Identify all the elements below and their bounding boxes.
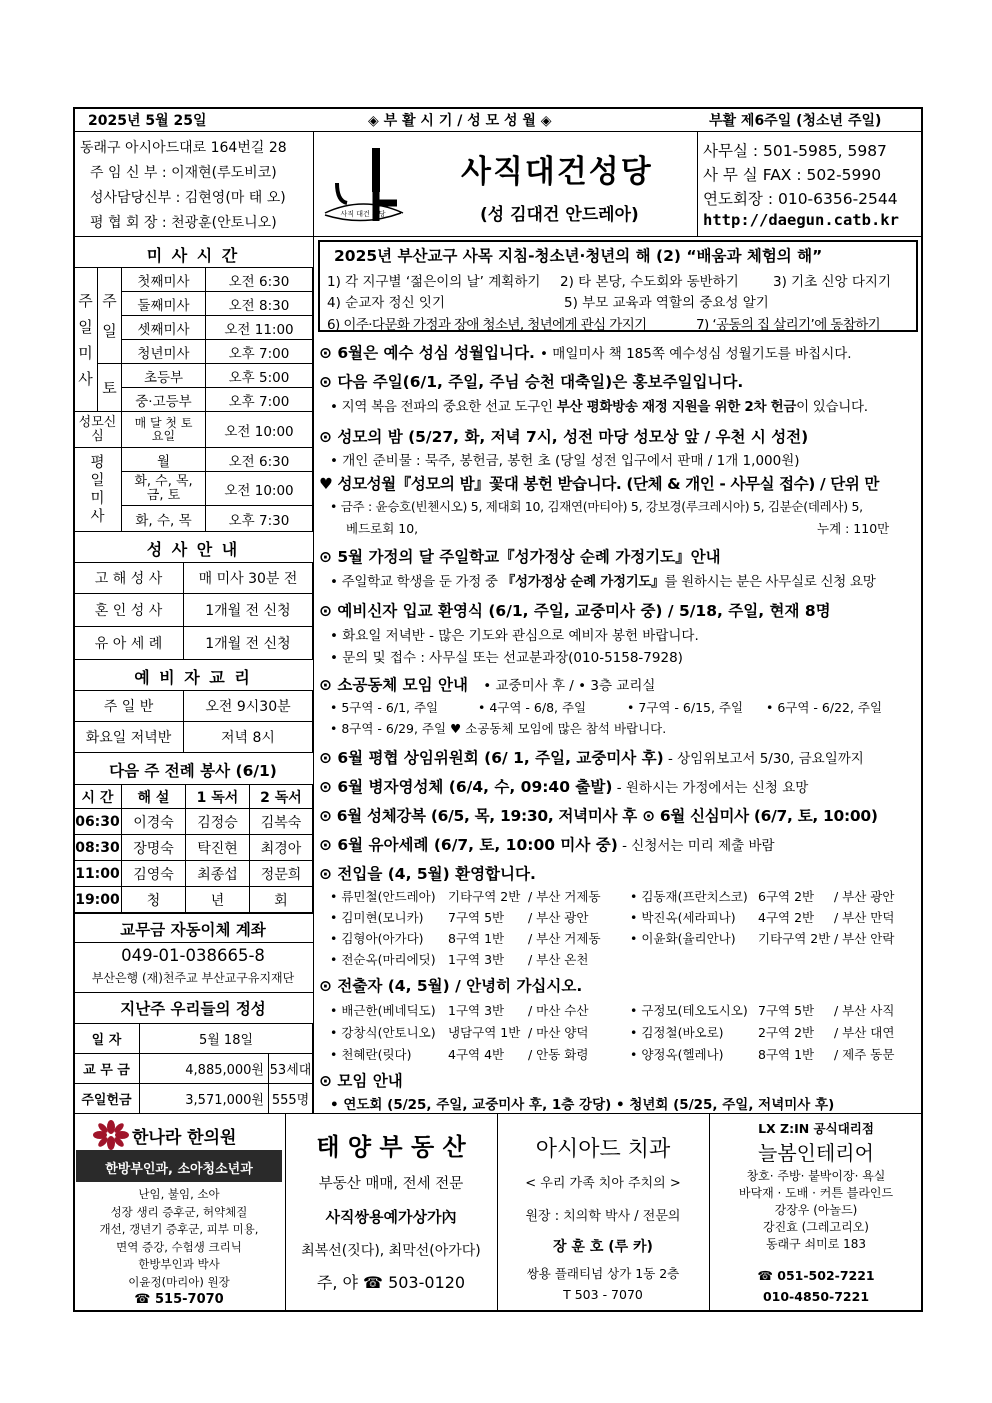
mass-day: 월 <box>122 448 206 472</box>
pastor: 주 임 신 부 : 이재현(루도비코) <box>90 165 277 181</box>
commentator: 김영숙 <box>122 861 186 887</box>
transfer-entry: 4구역 4반 <box>448 1047 505 1062</box>
divider <box>73 1113 923 1114</box>
church-name: 사직대건성당 <box>461 154 653 190</box>
realty-location: 사직쌍용예가상가內 <box>325 1208 457 1226</box>
issue-date: 2025년 5월 25일 <box>88 113 207 129</box>
cell-meeting: • 6구역 - 6/22, 주일 <box>766 700 883 715</box>
sacraments-table <box>73 562 313 660</box>
patron-saint: (성 김대건 안드레아) <box>480 205 639 225</box>
transfer-entry: / 부산 광안 <box>528 910 589 925</box>
clinic-line: 성장 생리 증후군, 허약체질 <box>110 1204 248 1219</box>
offering-count: 53세대 <box>269 1054 313 1084</box>
divider <box>697 131 698 236</box>
sacrament-info: 1개월 전 신청 <box>184 594 313 627</box>
transfer-entry: / 부산 만덕 <box>834 910 895 925</box>
notice-title: ⊙ 성모의 밤 (5/27, 화, 저녁 7시, 성전 마당 성모상 앞 / 우천 시 성전) <box>319 428 809 446</box>
notice-text: - 원하시는 가정에서는 신청 요망 <box>612 780 809 796</box>
transfer-entry: • 구정모(테오도시오) <box>630 1003 748 1018</box>
transfer-entry: / 마산 수산 <box>528 1003 589 1018</box>
sunday-label: 주 일 <box>98 268 122 364</box>
date-label: 일 자 <box>74 1024 140 1054</box>
notice-text: • 금주 : 윤승호(빈첸시오) 5, 제대회 10, 김재연(마티아) 5, 강보경(루크레시아) 5, 김분순(데레사) 5, <box>330 499 863 514</box>
divider <box>73 992 313 993</box>
notice-highlight: 『성가정상 순례 가정기도』 <box>501 574 665 590</box>
notice-text: • 교중미사 후 / • 3층 교리실 <box>483 678 656 694</box>
interior-name: 늘봄인테리어 <box>758 1141 874 1165</box>
interior-line: 동래구 쇠미로 183 <box>765 1237 867 1251</box>
realty-service: 부동산 매매, 전세 전문 <box>318 1176 464 1192</box>
transfer-entry: 7구역 5반 <box>448 910 505 925</box>
clinic-phone: ☎ 515-7070 <box>134 1292 224 1307</box>
sunday-title: 부활 제6주일 (청소년 주일) <box>709 113 882 129</box>
first-saturday-name: 매 달 첫 토요일 <box>122 412 206 448</box>
notice-title: ⊙ 5월 가정의 달 주일학교『성가정상 순례 가정기도』안내 <box>319 548 721 566</box>
website-link[interactable]: http://daegun.catb.kr <box>703 211 899 229</box>
divider <box>73 236 923 237</box>
divider <box>313 131 314 236</box>
council-president: 평 협 회 장 : 천광훈(안토니오) <box>90 215 277 231</box>
transfer-entry: 기타구역 2반 <box>758 931 831 946</box>
transfer-entry: • 강창식(안토니오) <box>330 1025 436 1040</box>
column-header: 해 설 <box>122 785 186 809</box>
transfer-entry: 7구역 5반 <box>758 1003 815 1018</box>
office-fax: 사 무 실 FAX : 502-5990 <box>703 166 882 184</box>
clinic-line: 개선, 갱년기 증후군, 피부 미용, <box>99 1222 259 1236</box>
youth-phone: 연도회장 : 010-6356-2544 <box>703 190 898 208</box>
transfer-entry: / 제주 동문 <box>834 1047 895 1062</box>
dental-address: 쌍용 플래티넘 상가 1동 2층 <box>526 1266 680 1281</box>
notice-text: • 지역 복음 전파의 중요한 선교 도구인 <box>330 399 557 415</box>
transfer-entry: / 부산 거제동 <box>528 931 601 946</box>
mass-time: 11:00 <box>74 861 122 887</box>
notice-text: 이 있습니다. <box>796 399 868 415</box>
divider <box>73 913 313 914</box>
mass-name: 첫째미사 <box>122 268 206 292</box>
reader-2: 최경아 <box>250 835 313 861</box>
notice-text: 를 원하시는 분은 사무실로 신청 요망 <box>664 574 876 590</box>
notice-title: ⊙ 모임 안내 <box>319 1072 403 1090</box>
clinic-line: 난임, 불임, 소아 <box>138 1187 220 1201</box>
reader-2: 정문희 <box>250 861 313 887</box>
realty-name: 태 양 부 동 산 <box>316 1133 466 1161</box>
transfer-entry: 1구역 3반 <box>448 1003 505 1018</box>
transfer-entry: 4구역 2반 <box>758 910 815 925</box>
transfer-entry: / 안동 화령 <box>528 1047 589 1062</box>
transfer-entry: / 부산 안락 <box>834 931 895 946</box>
mass-time: 오후 7:00 <box>206 388 313 412</box>
mass-name: 초등부 <box>122 364 206 388</box>
reader-1: 최종섭 <box>186 861 250 887</box>
reader-1: 탁진현 <box>186 835 250 861</box>
transfer-entry: 6구역 2반 <box>758 889 815 904</box>
logo-text: 사직 대건 성당 <box>340 210 386 218</box>
class-name: 주 일 반 <box>74 691 184 722</box>
dental-director-title: 원장 : 치의학 박사 / 전문의 <box>525 1209 681 1224</box>
notice-text: - 상임위보고서 5/30, 금요일까지 <box>663 751 864 767</box>
notice-title: ⊙ 6월은 예수 성심 성월입니다. <box>319 344 535 362</box>
transfer-entry: • 김정철(바오로) <box>630 1025 724 1040</box>
notice-text: • 문의 및 접수 : 사무실 또는 선교분과장(010-5158-7928) <box>330 650 683 666</box>
column-header: 1 독서 <box>186 785 250 809</box>
mass-times-title: 미 사 시 간 <box>146 246 240 265</box>
transfer-entry: / 부산 온천 <box>528 952 589 967</box>
notice-title: ⊙ 예비신자 입교 환영식 (6/1, 주일, 교중미사 중) / 5/18, 주일, 현재 8명 <box>319 602 831 620</box>
interior-dealer: LX Z:IN 공식대리점 <box>758 1121 874 1136</box>
transfer-entry: • 천혜란(릿다) <box>330 1047 412 1062</box>
dental-phone: T 503 - 7070 <box>563 1287 643 1302</box>
dental-director: 장 훈 호 (루 카) <box>553 1239 653 1255</box>
notice-title: ⊙ 전입을 (4, 5월) 환영합니다. <box>319 865 536 883</box>
transfer-entry: / 부산 대연 <box>834 1025 895 1040</box>
policy-item: 2) 타 본당, 수도회와 동반하기 <box>560 274 739 290</box>
class-time: 저녁 8시 <box>184 722 313 753</box>
transfer-entry: • 배근한(베네딕도) <box>330 1003 436 1018</box>
policy-item: 1) 각 지구별 ‘젊은이의 날’ 계획하기 <box>327 274 541 290</box>
mass-name: 셋째미사 <box>122 316 206 340</box>
sacrament-info: 매 미사 30분 전 <box>184 563 313 594</box>
notice-highlight: 부산 평화방송 재정 지원을 위한 2차 헌금 <box>556 399 797 415</box>
youth-group: 청 <box>122 887 186 913</box>
weekday-mass-label: 평일미사 <box>74 448 122 532</box>
cell-meeting: • 4구역 - 6/8, 주일 <box>478 700 587 715</box>
mass-name: 중·고등부 <box>122 388 206 412</box>
transfer-entry: / 부산 거제동 <box>528 889 601 904</box>
notice-title: ⊙ 다음 주일(6/1, 주일, 주님 승천 대축일)은 홍보주일입니다. <box>319 373 744 391</box>
account-bank: 부산은행 (재)천주교 부산교구유지재단 <box>91 971 295 985</box>
transfer-entry: • 전순옥(마리에딧) <box>330 952 436 967</box>
notice-text: • 8구역 - 6/29, 주일 ♥ 소공동체 모임에 많은 참석 바랍니다. <box>330 721 667 736</box>
sunday-mass-label: 주 일 미 사 <box>74 268 98 412</box>
commentator: 이경숙 <box>122 809 186 835</box>
mass-time: 오후 7:30 <box>206 506 313 532</box>
transfer-entry: • 박진옥(세라피나) <box>630 910 736 925</box>
offering-type: 교 무 금 <box>74 1054 140 1084</box>
office-phone: 사무실 : 501-5985, 5987 <box>703 142 887 160</box>
policy-item: 4) 순교자 정신 잇기 <box>327 295 446 311</box>
interior-line: 창호· 주방· 붙박이장· 욕실 <box>746 1169 886 1183</box>
realty-phone: 주, 야 ☎ 503-0120 <box>316 1273 466 1292</box>
notice-text: 베드로회 10, <box>346 521 419 536</box>
divider <box>313 236 314 1113</box>
policy-item: 7) ‘공동의 집 살리기’에 동참하기 <box>696 317 881 333</box>
mass-time: 오전 11:00 <box>206 316 313 340</box>
dental-slogan: < 우리 가족 치아 주치의 > <box>525 1176 681 1191</box>
mass-time: 06:30 <box>74 809 122 835</box>
first-saturday-time: 오전 10:00 <box>206 412 313 448</box>
clinic-line: 이윤정(마리아) 원장 <box>128 1274 230 1289</box>
policy-title: 2025년 부산교구 사목 지침-청소년·청년의 해 (2) “배움과 체험의 해” <box>334 247 823 265</box>
mass-time: 오전 8:30 <box>206 292 313 316</box>
reader-2: 김복숙 <box>250 809 313 835</box>
transfer-entry: / 부산 광안 <box>834 889 895 904</box>
sacrament-name: 유 아 세 례 <box>74 627 184 660</box>
divider <box>73 131 923 132</box>
address: 동래구 아시아드대로 164번길 28 <box>80 140 287 156</box>
notice-text: • 화요일 저녁반 - 많은 기도와 관심으로 예비자 봉헌 바랍니다. <box>330 628 699 644</box>
class-time: 오전 9시30분 <box>184 691 313 722</box>
transfer-entry: • 김형아(아가다) <box>330 931 424 946</box>
transfer-entry: • 양정옥(헬레나) <box>630 1047 724 1062</box>
liturgy-title: 다음 주 전례 봉사 (6/1) <box>109 762 277 780</box>
account-number: 049-01-038665-8 <box>121 946 265 965</box>
sacrament-name: 고 해 성 사 <box>74 563 184 594</box>
mass-schedule-table <box>73 267 313 532</box>
mass-time: 오전 6:30 <box>206 268 313 292</box>
mass-name: 둘째미사 <box>122 292 206 316</box>
interior-phone: ☎ 051-502-7221 <box>757 1268 875 1283</box>
notice-text: • 연도회 (5/25, 주일, 교중미사 후, 1층 강당) • 청년회 (5/25, 주일, 저녁미사 후) <box>330 1097 835 1113</box>
transfer-entry: 기타구역 2반 <box>448 889 521 904</box>
clinic-line: 면역 증강, 수험생 크리닉 <box>116 1239 242 1254</box>
flower-icon <box>93 1120 129 1150</box>
realty-owners: 최복선(짓다), 최막선(아가다) <box>301 1243 481 1259</box>
cell-meeting: • 7구역 - 6/15, 주일 <box>627 700 744 715</box>
offering-date: 5월 18일 <box>140 1024 313 1054</box>
first-saturday-label: 성모신심 <box>74 412 122 448</box>
notice-text: • 매일미사 책 185쪽 예수성심 성월기도를 바칩시다. <box>540 346 852 362</box>
commentator: 장명숙 <box>122 835 186 861</box>
mass-day: 화, 수, 목 <box>122 506 206 532</box>
class-name: 화요일 저녁반 <box>74 722 184 753</box>
notice-title: ⊙ 6월 병자영성체 (6/4, 수, 09:40 출발) <box>319 778 613 796</box>
account-title: 교무금 자동이체 계좌 <box>120 921 266 939</box>
offering-table <box>73 1023 313 1114</box>
notice-text: • 주일학교 학생을 둔 가정 중 <box>330 574 502 590</box>
catechumen-table <box>73 690 313 753</box>
mass-day: 화, 수, 목, 금, 토 <box>122 472 206 506</box>
interior-line: 바닥재 · 도배 · 커튼 블라인드 <box>738 1186 894 1200</box>
notice-text: • 개인 준비물 : 묵주, 봉헌금, 봉헌 초 (당일 성전 입구에서 판매 / 1개 1,000원) <box>330 453 800 469</box>
transfer-entry: 냉담구역 1반 <box>448 1025 521 1040</box>
saturday-label: 토 <box>98 364 122 412</box>
transfer-entry: 8구역 1반 <box>758 1047 815 1062</box>
transfer-entry: / 부산 사직 <box>834 1003 895 1018</box>
clinic-specialty: 한방부인과, 소아청소년과 <box>105 1162 253 1177</box>
transfer-entry: • 이윤화(율리안나) <box>630 931 736 946</box>
mass-name: 청년미사 <box>122 340 206 364</box>
offering-count: 555명 <box>269 1084 313 1114</box>
interior-line: 강진효 (그레고리오) <box>763 1220 869 1234</box>
interior-line: 강장우 (아놀드) <box>774 1203 858 1217</box>
offering-title: 지난주 우리들의 정성 <box>120 1000 266 1018</box>
liturgical-season: ◈ 부 활 시 기 / 성 모 성 월 ◈ <box>368 113 552 129</box>
notice-title: ⊙ 소공동체 모임 안내 <box>319 676 468 694</box>
transfer-entry: • 김동재(프란치스코) <box>630 889 748 904</box>
notice-title: ⊙ 6월 평협 상임위원회 (6/ 1, 주일, 교중미사 후) <box>319 749 664 767</box>
sacrament-info: 1개월 전 신청 <box>184 627 313 660</box>
transfer-entry: • 류민철(안드레아) <box>330 889 436 904</box>
sacraments-title: 성 사 안 내 <box>146 540 240 559</box>
notice-text: - 신청서는 미리 제출 바람 <box>617 838 775 854</box>
interior-mobile: 010-4850-7221 <box>762 1289 870 1304</box>
notice-title: ⊙ 6월 유아세례 (6/7, 토, 10:00 미사 중) <box>319 836 618 854</box>
column-header: 2 독서 <box>250 785 313 809</box>
church-logo <box>323 143 411 227</box>
catechumen-title: 예 비 자 교 리 <box>134 668 252 687</box>
notice-title: ⊙ 전출자 (4, 5월) / 안녕히 가십시오. <box>319 977 583 995</box>
mass-time: 19:00 <box>74 887 122 913</box>
mass-time: 08:30 <box>74 835 122 861</box>
transfer-entry: / 마산 양덕 <box>528 1025 589 1040</box>
offering-amount: 4,885,000원 <box>140 1054 269 1084</box>
transfer-entry: • 김미현(모니카) <box>330 910 424 925</box>
notice-total: 누계 : 110만 <box>817 521 890 536</box>
mass-time: 오후 5:00 <box>206 364 313 388</box>
reader-1: 김정승 <box>186 809 250 835</box>
policy-item: 6) 이주·다문화 가정과 장애 청소년, 청년에게 관심 가지기 <box>327 317 647 333</box>
dental-name: 아시아드 치과 <box>535 1137 671 1162</box>
youth-group: 년 <box>186 887 250 913</box>
notice-title: ♥ 성모성월『성모의 밤』꽃대 봉헌 받습니다. (단체 & 개인 - 사무실 접수) / 단위 만 <box>319 475 879 493</box>
cell-meeting: • 5구역 - 6/1, 주일 <box>330 700 439 715</box>
divider <box>73 942 313 943</box>
mass-time: 오전 6:30 <box>206 448 313 472</box>
mass-time: 오전 10:00 <box>206 472 313 506</box>
mass-time: 오후 7:00 <box>206 340 313 364</box>
policy-item: 3) 기초 신앙 다지기 <box>773 274 892 290</box>
assistant-priest: 성사담당신부 : 김현영(마 태 오) <box>90 190 286 206</box>
clinic-line: 한방부인과 박사 <box>138 1257 220 1271</box>
offering-amount: 3,571,000원 <box>140 1084 269 1114</box>
policy-item: 5) 부모 교육과 역할의 중요성 알기 <box>564 295 769 311</box>
clinic-name: 한나라 한의원 <box>132 1128 237 1148</box>
column-header: 시 간 <box>74 785 122 809</box>
transfer-entry: 8구역 1반 <box>448 931 505 946</box>
liturgy-table <box>73 784 313 913</box>
transfer-entry: 1구역 3반 <box>448 952 505 967</box>
offering-type: 주일헌금 <box>74 1084 140 1114</box>
sacrament-name: 혼 인 성 사 <box>74 594 184 627</box>
notice-title: ⊙ 6월 성체강복 (6/5, 목, 19:30, 저녁미사 후 ⊙ 6월 신심미사 (6/7, 토, 10:00) <box>319 807 878 825</box>
youth-group: 회 <box>250 887 313 913</box>
transfer-entry: 2구역 2반 <box>758 1025 815 1040</box>
